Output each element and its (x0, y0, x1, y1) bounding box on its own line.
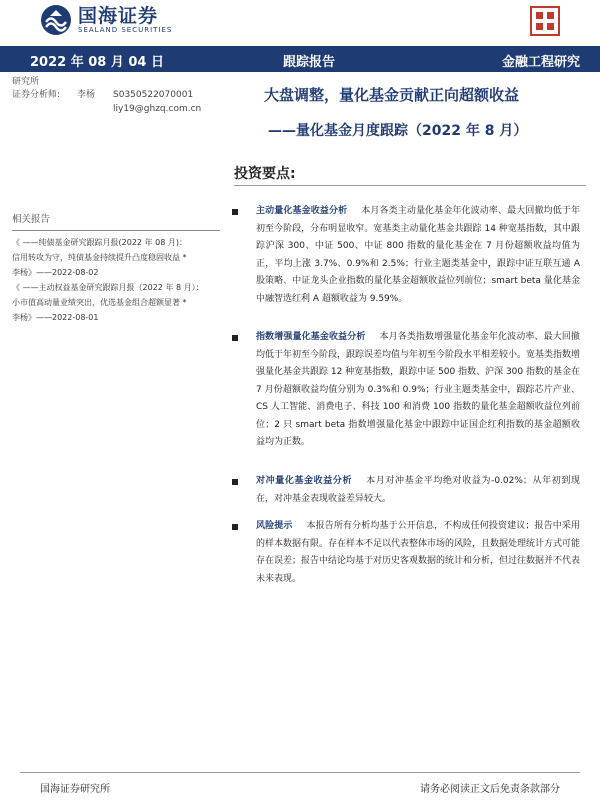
point-body: 本月各类主动量化基金年化波动率、最大回撤均低于年初至今阶段，分布明显收窄。宽基类主动量化基金共跟踪 14 种宽基指数，其中跟踪沪深 300、中证 500、中证 800 指数的量化基金在 7 月份超额收益均值为正，平均上涨 3.7%、0.9%和 2.5%；行业主题类基金中，跟踪中证互联互通 A 股策略、中证龙头企业指数的量化基金超额收益位列前位；smart beta 量化基金中融智选红利 A 超额收益为 9.59%。 (256, 206, 580, 304)
related-reports-heading: 相关报告 (12, 212, 220, 231)
related-reports (12, 212, 220, 325)
bullet-square-icon (232, 209, 238, 215)
brand-name-en: SEALAND SECURITIES (78, 26, 173, 34)
analyst-name: 李杨 (77, 90, 96, 100)
related-report-item[interactable]: 《 ——纯债基金研究跟踪月报(2022 年 08 月)： 信用转攻为守，纯债基金持续提升凸度稳固收益 * 李杨》——2022-08-02 (12, 238, 187, 277)
point-body: 本月对冲基金平均绝对收益为-0.02%；从年初到现在，对冲基金表现收益差异较大。 (256, 476, 580, 504)
point-body: 本报告所有分析均基于公开信息，不构成任何投资建议；报告中采用的样本数据有限。存在样本不足以代表整体市场的风险，且数据处理统计方式可能存在误差；报告中结论均基于对历史客观数据的统计和分析，但过往数据并不代表未来表现。 (256, 521, 581, 584)
red-seal-icon (530, 6, 560, 36)
invest-point (232, 203, 580, 308)
report-header-bar (0, 46, 600, 72)
bullet-square-icon (232, 479, 238, 485)
brand-name-cn: 国海证券 (78, 5, 159, 27)
invest-point (232, 518, 580, 588)
report-date: 2022 年 08 月 04 日 (30, 55, 164, 70)
footer-disclaimer: 请务必阅读正文后免责条款部分 (420, 784, 560, 795)
report-subtitle: ——量化基金月度跟踪（2022 年 8 月） (268, 123, 528, 139)
report-type: 跟踪报告 (283, 55, 336, 70)
analyst-license: S0350522070001 (113, 90, 194, 100)
investment-highlights-heading: 投资要点: (234, 166, 296, 182)
analyst-email[interactable]: liy19@ghzq.com.cn (113, 104, 202, 114)
institute-label: 研究所 (12, 77, 40, 87)
related-report-item[interactable]: 《 ——主动权益基金研究跟踪月报（2022 年 8 月）： 小市值高动量业绩突出，优选基金组合超额显著 * 李杨》——2022-08-01 (12, 283, 204, 322)
point-heading: 主动量化基金收益分析 (256, 206, 348, 216)
sealand-logo-icon (40, 4, 72, 36)
bullet-square-icon (232, 335, 238, 341)
point-body: 本月各类指数增强量化基金年化波动率、最大回撤均低于年初至今阶段，跟踪误差均值与年初至今阶段水平相差较小。宽基类指数增强量化基金共跟踪 12 种宽基指数，跟踪中证 500 指数、沪深 300 指数的基金在 7 月份超额收益均值分别为 0.3%和 0.9%；行业主题类基金中，跟踪芯片产业、CS 人工智能、消费电子、科技 100 和消费 100 指数的量化基金超额收益位列前位；2 只 smart beta 指数增强量化基金中跟踪中证国企红利指数的基金超额收益均为正数。 (256, 332, 581, 447)
divider (234, 185, 586, 186)
footer-institute: 国海证券研究所 (40, 784, 110, 795)
footer-divider (20, 772, 580, 773)
bullet-square-icon (232, 524, 238, 530)
invest-point (232, 329, 580, 452)
point-heading: 风险提示 (256, 521, 293, 531)
point-heading: 指数增强量化基金收益分析 (256, 332, 366, 342)
analyst-info (12, 76, 212, 116)
report-title: 大盘调整，量化基金贡献正向超额收益 (264, 86, 520, 104)
point-heading: 对冲量化基金收益分析 (256, 476, 353, 486)
analyst-label: 证券分析师: (12, 90, 61, 100)
report-field: 金融工程研究 (501, 55, 580, 70)
brand-logo (40, 4, 172, 36)
invest-point (232, 473, 580, 508)
